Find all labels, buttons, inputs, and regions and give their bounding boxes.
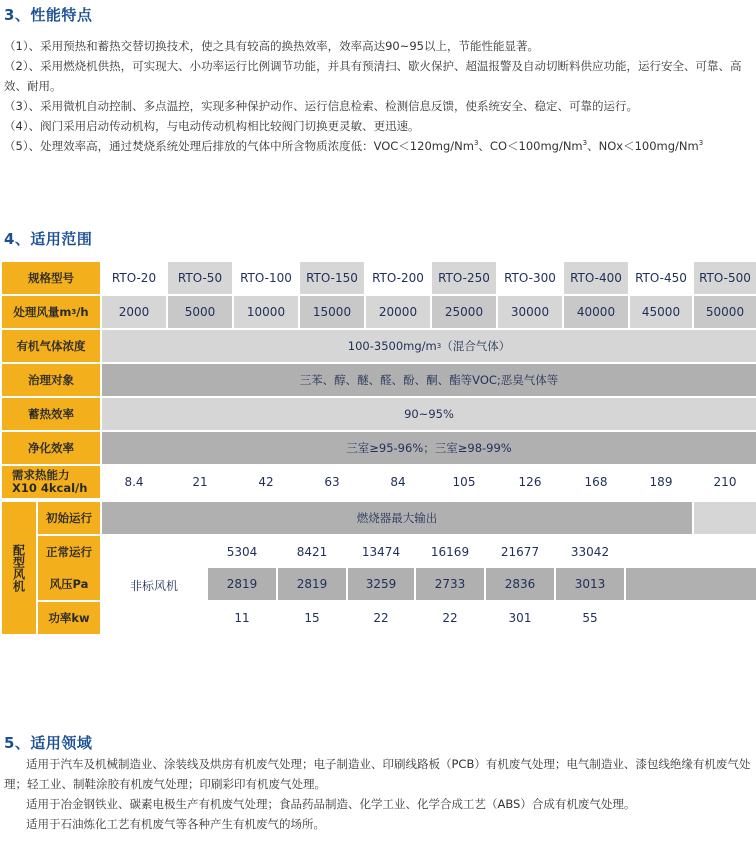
table-cell: 8.4 — [102, 466, 166, 498]
section3-title: 3、性能特点 — [4, 6, 93, 24]
application-item-1: 适用于汽车及机械制造业、涂装线及烘房有机废气处理；电子制造业、印刷线路板（PCB）有机废气处理；电气制造业、漆包线绝缘有机废气处理；轻工业、制鞋涂胶有机废气处理；印刷彩印有机废气处理。 — [4, 757, 751, 791]
initial-label: 初始运行 — [38, 502, 100, 534]
table-cell: 55 — [556, 602, 624, 634]
table-cell: 2733 — [416, 568, 484, 600]
table-cell: RTO-450 — [630, 262, 692, 294]
section3-list — [4, 36, 754, 156]
table-cell: 33042 — [556, 536, 624, 568]
table-cell: 105 — [432, 466, 496, 498]
pressure-label: 风压Pa — [38, 568, 100, 600]
heat-req-label: 需求热能力 X10 4kcal/h — [2, 466, 100, 498]
table-cell — [626, 536, 756, 568]
table-cell: 3013 — [556, 568, 624, 600]
table-cell: 30000 — [498, 296, 562, 328]
table-cell: RTO-200 — [366, 262, 430, 294]
table-cell: 210 — [694, 466, 756, 498]
table-cell: 13474 — [348, 536, 414, 568]
table-cell: 21677 — [486, 536, 554, 568]
airflow-label: 处理风量m 3 /h — [2, 296, 100, 328]
target-value: 三苯、醇、醚、醛、酚、酮、酯等VOC;恶臭气体等 — [102, 364, 756, 396]
table-cell: RTO-500 — [694, 262, 756, 294]
section5-title: 5、适用领域 — [4, 734, 93, 752]
purify-label: 净化效率 — [2, 432, 100, 464]
table-cell: 20000 — [366, 296, 430, 328]
initial-value: 燃烧器最大输出 — [102, 502, 692, 534]
fan-group-label: 配型风机 — [2, 502, 36, 634]
table-cell: RTO-250 — [432, 262, 496, 294]
table-cell: RTO-150 — [300, 262, 364, 294]
table-cell: 8421 — [278, 536, 346, 568]
feature-item-2: （2）、采用燃烧机供热，可实现大、小功率运行比例调节功能，并具有预清扫、歇火保护、超温报警及自动切断料供应功能，运行安全、可靠、高效、耐用。 — [4, 59, 742, 93]
section4-title: 4、适用范围 — [4, 230, 93, 248]
feature-item-3: （3）、采用微机自动控制、多点温控，实现多种保护动作、运行信息检索、检测信息反馈，使系统安全、稳定、可靠的运行。 — [4, 99, 639, 113]
table-cell: 25000 — [432, 296, 496, 328]
table-cell: 2819 — [278, 568, 346, 600]
feature-item-4: （4）、阀门采用启动传动机构，与电动传动机构相比较阀门切换更灵敏、更迅速。 — [4, 119, 420, 133]
feature-item-1: （1）、采用预热和蓄热交替切换技术，使之具有较高的换热效率，效率高达90~95以上，节能性能显著。 — [4, 39, 539, 53]
table-cell: 22 — [416, 602, 484, 634]
table-cell: 21 — [168, 466, 232, 498]
table-cell: 189 — [630, 466, 692, 498]
table-cell: 301 — [486, 602, 554, 634]
table-cell: 16169 — [416, 536, 484, 568]
table-cell: RTO-400 — [564, 262, 628, 294]
normal-label: 正常运行 — [38, 536, 100, 568]
table-cell: 45000 — [630, 296, 692, 328]
table-cell: RTO-50 — [168, 262, 232, 294]
application-item-3: 适用于石油炼化工艺有机废气等各种产生有机废气的场所。 — [26, 817, 325, 831]
table-cell — [626, 602, 756, 634]
table-cell: 11 — [208, 602, 276, 634]
table-cell: 5304 — [208, 536, 276, 568]
table-cell: 2819 — [208, 568, 276, 600]
feature-item-5: （5）、处理效率高，通过焚烧系统处理后排放的气体中所含物质浓度低：$VOC<120mg/Nm^3$、$CO<100mg/Nm^3$、$NOx<100mg/Nm^3$ — [4, 139, 704, 153]
concentration-value: 100-3500mg/m 3 （混合气体） — [102, 330, 756, 362]
purify-value: 三室≥95-96%；三室≥98-99% — [102, 432, 756, 464]
table-cell: 2000 — [102, 296, 166, 328]
target-label: 治理对象 — [2, 364, 100, 396]
table-cell: 2836 — [486, 568, 554, 600]
table-cell: 3259 — [348, 568, 414, 600]
table-cell: 15 — [278, 602, 346, 634]
table-cell: 84 — [366, 466, 430, 498]
table-cell: 168 — [564, 466, 628, 498]
nonstandard-fan-cell: 非标风机 — [102, 536, 206, 634]
table-cell: RTO-100 — [234, 262, 298, 294]
model-label: 规格型号 — [2, 262, 100, 294]
table-cell: 10000 — [234, 296, 298, 328]
table-cell: 63 — [300, 466, 364, 498]
table-cell — [626, 568, 756, 600]
table-cell: 40000 — [564, 296, 628, 328]
table-cell: 22 — [348, 602, 414, 634]
table-cell: 5000 — [168, 296, 232, 328]
application-item-2: 适用于冶金钢铁业、碳素电极生产有机废气处理；食品药品制造、化学工业、化学合成工艺（ABS）合成有机废气处理。 — [26, 797, 636, 811]
table-cell: RTO-300 — [498, 262, 562, 294]
heat-eff-label: 蓄热效率 — [2, 398, 100, 430]
table-cell: RTO-20 — [102, 262, 166, 294]
table-cell: 42 — [234, 466, 298, 498]
concentration-label: 有机气体浓度 — [2, 330, 100, 362]
table-cell: 15000 — [300, 296, 364, 328]
section5-list — [4, 754, 754, 834]
table-cell: 126 — [498, 466, 562, 498]
heat-eff-value: 90~95% — [102, 398, 756, 430]
table-cell — [694, 502, 756, 534]
power-label: 功率kw — [38, 602, 100, 634]
table-cell: 50000 — [694, 296, 756, 328]
